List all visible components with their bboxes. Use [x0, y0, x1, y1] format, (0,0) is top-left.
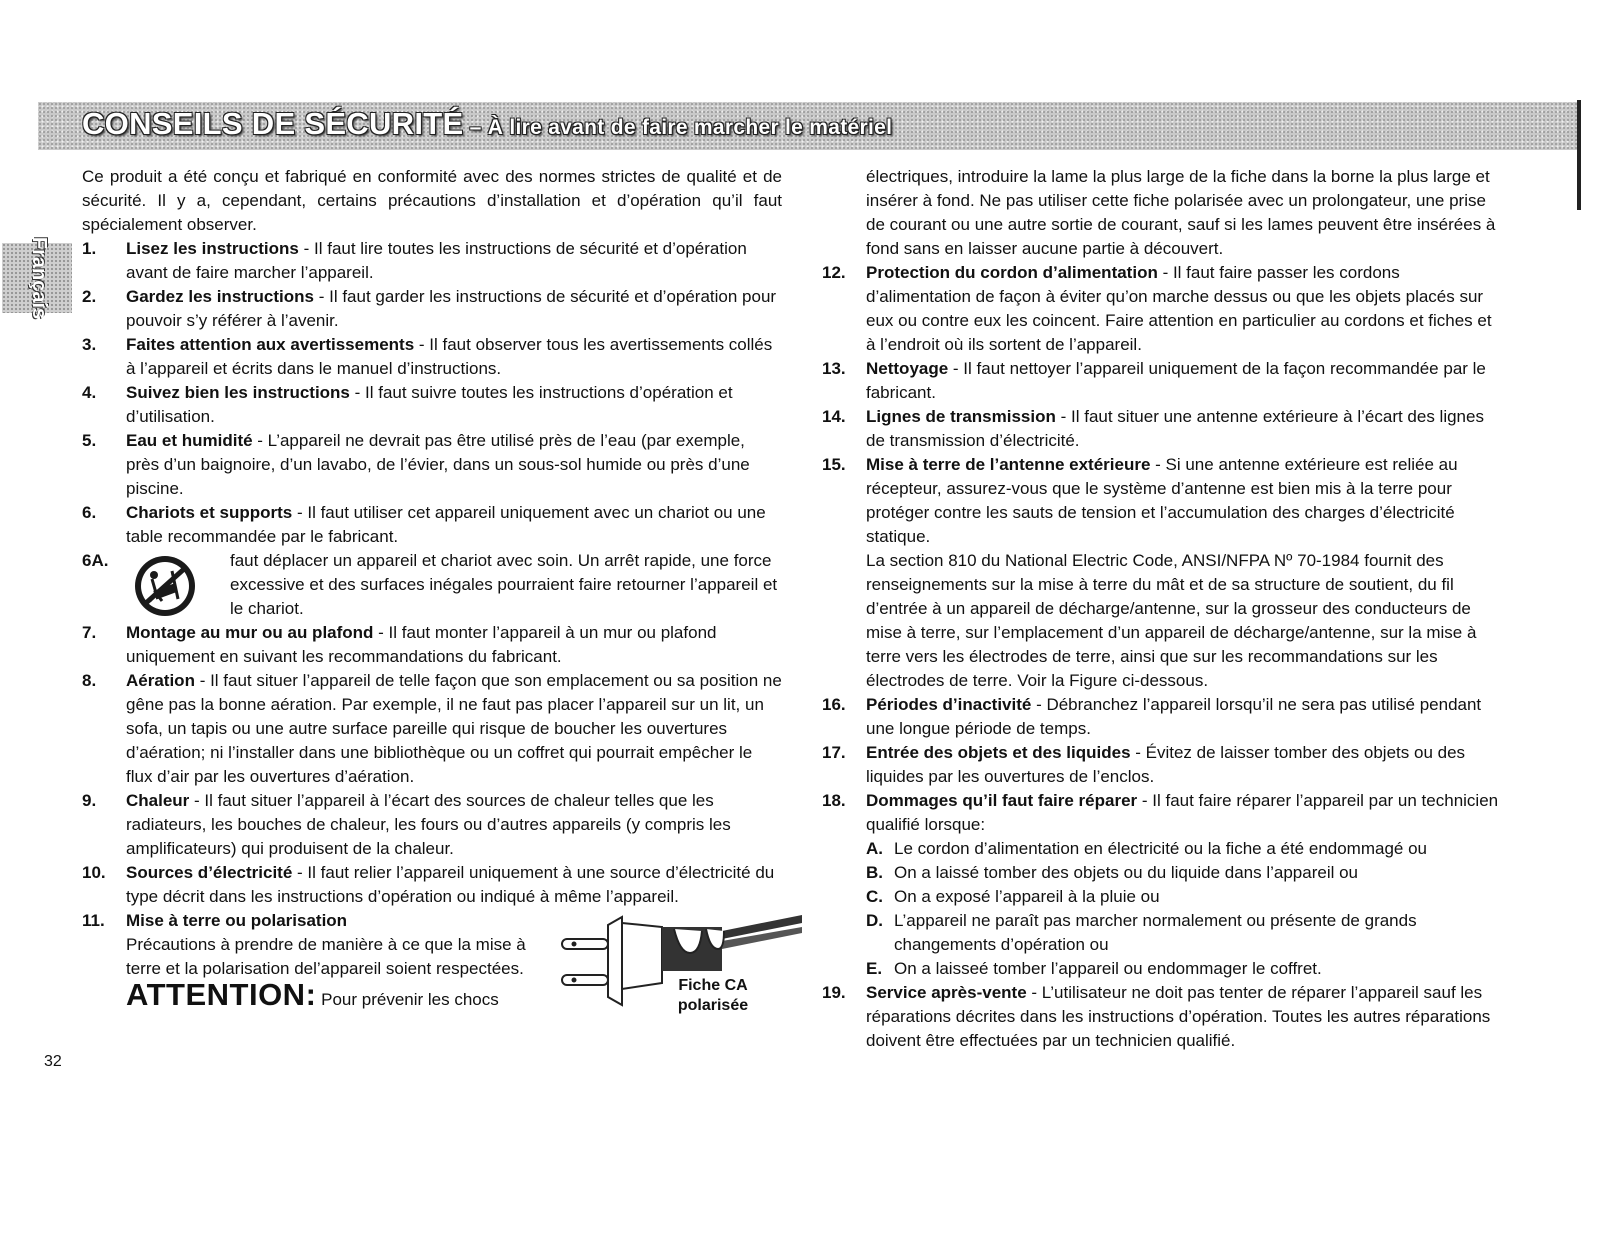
item-text: - Il faut nettoyer l’appareil uniquement de la façon recommandée par le fabricant.	[866, 359, 1486, 402]
item-heading: Périodes d’inactivité	[866, 695, 1032, 714]
sub-item-text: L’appareil ne paraît pas marcher normalement ou présente de grands changements d’opération ou	[894, 911, 1417, 954]
item-number: 12.	[822, 263, 846, 282]
item-heading: Chaleur	[126, 791, 190, 810]
item-text: - Il faut relier l’appareil uniquement à une source d’électricité du type décrit dans les instructions d’opération ou indiqué à même l’appareil.	[126, 863, 775, 906]
item-text: faut déplacer un appareil et chariot avec soin. Un arrêt rapide, une force excessive et des surfaces inégales pourraient faire retourner l’appareil et le chariot.	[230, 551, 778, 618]
item-text: - Il faut garder les instructions de sécurité et d’opération pour pouvoir s’y référer à l’avenir.	[126, 287, 777, 330]
safety-list-12-15	[822, 261, 1502, 549]
sub-item-text: On a exposé l’appareil à la pluie ou	[894, 887, 1160, 906]
attention-text: Pour prévenir les chocs	[316, 990, 499, 1009]
cart-tipover-warning-icon	[132, 553, 198, 619]
item-text: - Il faut observer tous les avertissements collés à l’appareil et écrits dans le manuel d’instructions.	[126, 335, 773, 378]
list-item	[822, 693, 1502, 741]
item-number: 9.	[82, 791, 97, 810]
list-item	[82, 621, 782, 669]
left-column	[82, 165, 782, 1012]
sub-item-letter: A.	[866, 839, 883, 858]
list-item	[822, 405, 1502, 453]
language-tab-label: Français	[28, 236, 51, 320]
item-number: 6.	[82, 503, 97, 522]
item-number: 6A.	[82, 551, 109, 570]
item-number: 4.	[82, 383, 97, 402]
item-text: - Il faut situer l’appareil à l’écart des sources de chaleur telles que les radiateurs, les bouches de chaleur, les fours ou d’autres appareils (y compris les amplificateurs) qui produisent de la chaleur.	[126, 791, 731, 858]
sub-list-item	[866, 861, 1502, 885]
item-text: - Si une antenne extérieure est reliée au récepteur, assurez-vous que le système d’antenne est bien mis à la terre pour protéger contre les sauts de tension et l’accumulation des charges d’électricité statique.	[866, 455, 1458, 546]
list-item	[82, 429, 782, 501]
item-number: 7.	[82, 623, 97, 642]
item-heading: Gardez les instructions	[126, 287, 314, 306]
item-heading: Entrée des objets et des liquides	[866, 743, 1131, 762]
list-item	[82, 789, 782, 861]
sub-item-letter: C.	[866, 887, 883, 906]
sub-item-letter: D.	[866, 911, 883, 930]
item-number: 5.	[82, 431, 97, 450]
sub-item-letter: B.	[866, 863, 883, 882]
intro-paragraph: Ce produit a été conçu et fabriqué en conformité avec des normes strictes de qualité et de sécurité. Il y a, cependant, certains précautions d’installation et d’opération qu’il faut spécialement observer.	[82, 167, 782, 234]
item-number: 11.	[82, 911, 105, 930]
item-heading: Suivez bien les instructions	[126, 383, 350, 402]
item-6a	[82, 549, 782, 621]
right-column	[822, 165, 1502, 1053]
item-number: 17.	[822, 743, 846, 762]
item-text: - L’appareil ne devrait pas être utilisé près de l’eau (par exemple, près d’un baignoire, d’un lavabo, de l’évier, dans un sous-sol humide ou près d’une piscine.	[126, 431, 750, 498]
item-heading: Nettoyage	[866, 359, 949, 378]
item-text: - Il faut faire réparer l’appareil par un technicien qualifié lorsque:	[866, 791, 1499, 834]
header-banner	[38, 102, 1581, 150]
item-number: 2.	[82, 287, 97, 306]
item-number: 14.	[822, 407, 846, 426]
list-item	[82, 381, 782, 429]
sub-item-letter: E.	[866, 959, 883, 978]
item-heading: Dommages qu’il faut faire réparer	[866, 791, 1138, 810]
item-number: 18.	[822, 791, 846, 810]
item-text: - Il faut situer l’appareil de telle façon que son emplacement ou sa position ne gêne pas la bonne aération. Par exemple, il ne faut pas placer l’appareil sur un lit, un sofa, un tapis ou une autre surface pareille qui risque de boucher les ouvertures d’aération; ni l’installer dans une bibliothèque ou un coffret qui pourrait empêcher le flux d’air par les ouvertures d’aération.	[126, 671, 782, 786]
item-number: 8.	[82, 671, 97, 690]
sub-list-item	[866, 837, 1502, 861]
sub-item-text: On a laissé tomber des objets ou du liquide dans l’appareil ou	[894, 863, 1359, 882]
item-text: - Il faut monter l’appareil à un mur ou plafond uniquement en suivant les recommandations du fabricant.	[126, 623, 717, 666]
item-number: 16.	[822, 695, 846, 714]
list-item	[82, 333, 782, 381]
attention-word: ATTENTION:	[126, 977, 317, 1012]
list-item	[822, 741, 1502, 789]
item-text: - Il faut suivre toutes les instructions d’opération et d’utilisation.	[126, 383, 733, 426]
sub-item-text: Le cordon d’alimentation en électricité ou la fiche a été endommagé ou	[894, 839, 1428, 858]
list-item	[822, 261, 1502, 357]
item-text: - Il faut utiliser cet appareil uniquement avec un chariot ou une table recommandée par le fabricant.	[126, 503, 766, 546]
item-11-continuation: électriques, introduire la lame la plus large de la fiche dans la borne la plus large et insérer à fond. Ne pas utiliser cette fiche polarisée avec un prolongateur, une prise de courant ou une autre sortie de courant, sauf si les lames peuvent être insérées à fond sans en laisser aucune partie à découvert.	[866, 167, 1496, 258]
safety-list-1-6	[82, 237, 782, 549]
sub-list-item	[866, 957, 1502, 981]
list-item	[822, 789, 1502, 837]
item-heading: Lignes de transmission	[866, 407, 1056, 426]
item-heading: Faites attention aux avertissements	[126, 335, 415, 354]
list-item	[82, 669, 782, 789]
item-text: - Débranchez l’appareil lorsqu’il ne sera pas utilisé pendant une longue période de temps.	[866, 695, 1482, 738]
item-number: 3.	[82, 335, 97, 354]
safety-list-7-10	[82, 621, 782, 909]
list-item	[82, 285, 782, 333]
item-number: 15.	[822, 455, 846, 474]
item-number: 19.	[822, 983, 846, 1002]
item-heading: Mise à terre de l’antenne extérieure	[866, 455, 1151, 474]
item-number: 10.	[82, 863, 106, 882]
list-item	[822, 453, 1502, 549]
sub-list-item	[866, 909, 1502, 957]
list-item	[82, 501, 782, 549]
item-heading: Aération	[126, 671, 195, 690]
item-heading: Protection du cordon d’alimentation	[866, 263, 1158, 282]
page-title: CONSEILS DE SÉCURITÉ – À lire avant de faire marcher le matériel	[82, 106, 893, 141]
list-item	[82, 237, 782, 285]
item-heading: Chariots et supports	[126, 503, 293, 522]
item-text: - Il faut faire passer les cordons d’alimentation de façon à éviter qu’on marche dessus ou que les objets placés sur eux ou contre eux les coincent. Faire attention en particulier au cordons et fiches et à l’endroit où ils sortent de l’appareil.	[866, 263, 1492, 354]
list-item	[822, 357, 1502, 405]
edge-bar	[1577, 100, 1581, 210]
plug-caption: Fiche CA polarisée	[677, 977, 749, 1014]
item-number: 13.	[822, 359, 846, 378]
item-heading: Eau et humidité	[126, 431, 253, 450]
sub-list-item	[866, 885, 1502, 909]
item-text: - L’utilisateur ne doit pas tenter de réparer l’appareil sauf les réparations décrites dans les instructions d’opération. Toutes les autres réparations doivent être effectuées par un technicien qualifié.	[866, 983, 1491, 1050]
item-heading: Sources d’électricité	[126, 863, 293, 882]
item-15-paragraph: La section 810 du National Electric Code, ANSI/NFPA Nº 70-1984 fournit des renseignements sur la mise à terre du mât et de sa structure de soutient, du fil d’entrée à un appareil de décharge/antenne, sur la grosseur des conducteurs de mise à terre, sur l’emplacement d’un appareil de décharge/antenne, sur la mise à terre vers les électrodes de terre, ainsi que sur les recommandations sur les électrodes de terre. Voir la Figure ci-dessous.	[866, 551, 1477, 690]
item-heading: Mise à terre ou polarisation	[126, 911, 348, 930]
item-text: - Il faut lire toutes les instructions de sécurité et d’opération avant de faire marcher l’appareil.	[126, 239, 747, 282]
item-number: 1.	[82, 239, 97, 258]
item-text-line: Précautions à prendre de manière à ce que la mise à	[126, 935, 526, 954]
page-number: 32	[44, 1053, 62, 1070]
sub-item-text: On a laisseé tomber l’appareil ou endommager le coffret.	[894, 959, 1322, 978]
item-11	[82, 909, 782, 1012]
language-tab	[2, 236, 72, 320]
item-heading: Montage au mur ou au plafond	[126, 623, 374, 642]
item-text: - Évitez de laisser tomber des objets ou des liquides par les ouvertures de l’enclos.	[866, 743, 1466, 786]
item-text: - Il faut situer une antenne extérieure à l’écart des lignes de transmission d’électricité.	[866, 407, 1484, 450]
item-18-sublist	[822, 837, 1502, 981]
item-19	[822, 981, 1502, 1053]
item-heading: Service après-vente	[866, 983, 1027, 1002]
item-text-line: terre et la polarisation del’appareil soient respectées.	[126, 959, 524, 978]
item-heading: Lisez les instructions	[126, 239, 299, 258]
safety-list-16-18	[822, 693, 1502, 837]
